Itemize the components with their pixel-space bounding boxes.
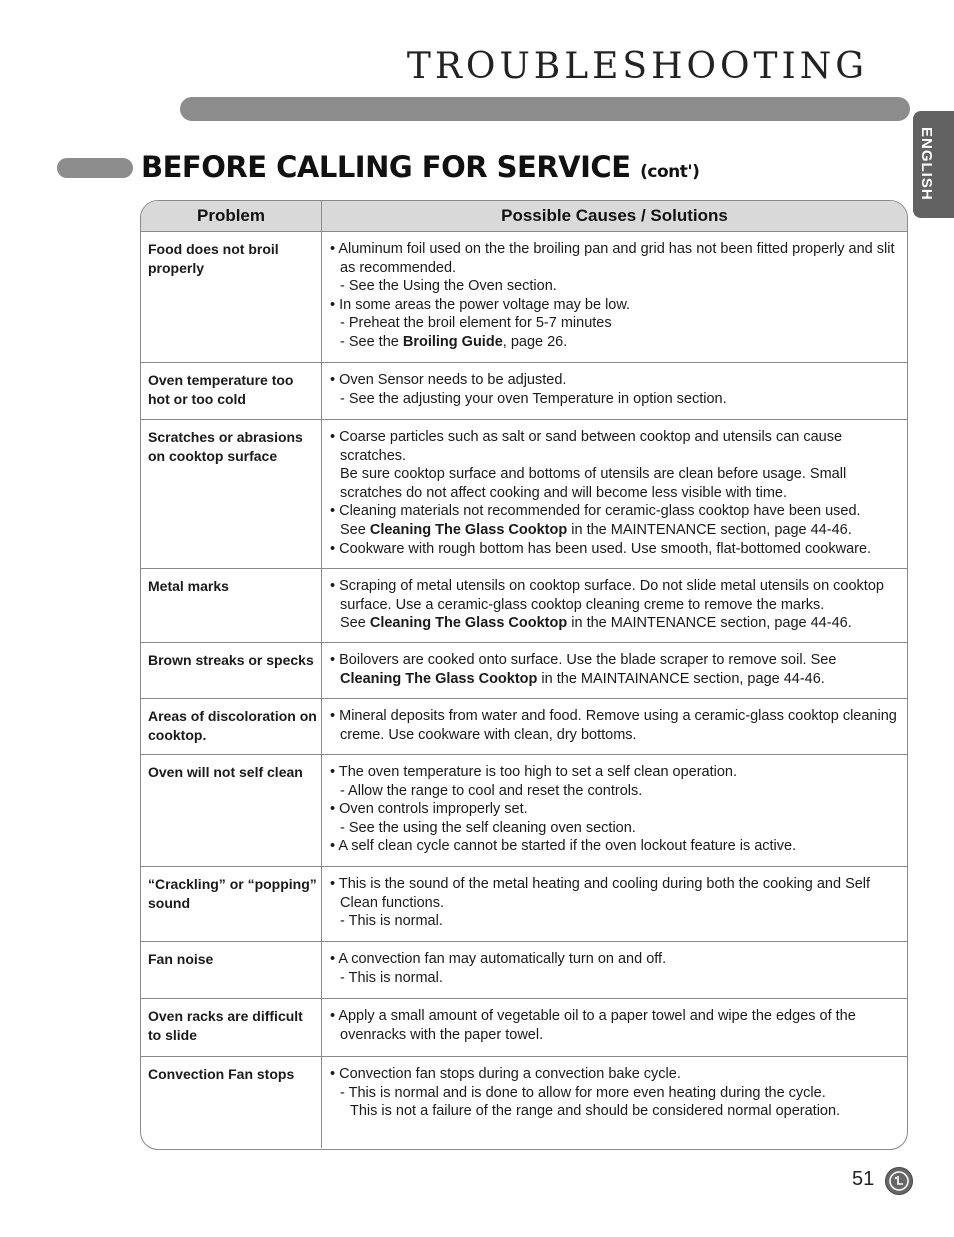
column-header-problem: Problem (141, 201, 322, 232)
problem-cell: Oven temperature too hot or too cold (141, 363, 322, 420)
language-tab (913, 111, 954, 218)
column-header-solutions: Possible Causes / Solutions (322, 201, 908, 232)
bullet-item: • Cookware with rough bottom has been used. Use smooth, flat-bottomed cookware. (330, 540, 903, 559)
solution-cell (322, 999, 908, 1057)
solution-cell (322, 363, 908, 420)
solution-line: - This is normal. (340, 969, 443, 986)
page-number: 51 (852, 1168, 875, 1190)
line-text: See (340, 615, 370, 632)
solution-line: - Allow the range to cool and reset the controls. (340, 782, 643, 799)
section-heading-text: BEFORE CALLING FOR SERVICE (141, 150, 631, 184)
bullet-item: • Boilovers are cooked onto surface. Use the blade scraper to remove soil. See (330, 651, 903, 670)
solution-cell (322, 232, 908, 363)
problem-cell: Fan noise (141, 942, 322, 999)
solution-line: Be sure cooktop surface and bottoms of utensils are clean before usage. Small scratches do not affect cooking and will become less visible with time. (340, 466, 847, 501)
bullet-item: • Oven controls improperly set. (330, 800, 903, 819)
line-text: See (340, 521, 370, 538)
solution-line: - This is normal and is done to allow for more even heating during the cycle. (340, 1084, 826, 1101)
bullet-item: • The oven temperature is too high to set a self clean operation. (330, 763, 903, 782)
solution-line: - See the adjusting your oven Temperature in option section. (340, 390, 727, 407)
table-row (141, 699, 907, 755)
solution-cell (322, 420, 908, 569)
table-row (141, 999, 907, 1057)
table-row (141, 420, 907, 569)
bullet-item: • Oven Sensor needs to be adjusted. (330, 371, 903, 390)
line-text: , page 26. (502, 333, 568, 350)
problem-cell: Scratches or abrasions on cooktop surface (141, 420, 322, 569)
solution-cell (322, 1057, 908, 1148)
solution-cell (322, 942, 908, 999)
table-row (141, 755, 907, 867)
solution-line (330, 670, 903, 689)
troubleshooting-table (140, 200, 908, 1150)
page-title: TROUBLESHOOTING (406, 46, 868, 87)
solution-cell (322, 699, 908, 755)
problem-cell: Convection Fan stops (141, 1057, 322, 1148)
title-underline-bar (180, 97, 910, 121)
table-header-row (141, 201, 907, 232)
problem-cell: Food does not broil properly (141, 232, 322, 363)
problem-cell: Brown streaks or specks (141, 643, 322, 699)
table-row (141, 643, 907, 699)
line-text: in the MAINTENANCE section, page 44-46. (567, 521, 852, 538)
section-heading (141, 150, 699, 184)
problem-cell: Metal marks (141, 569, 322, 643)
bullet-item: • Cleaning materials not recommended for ceramic-glass cooktop have been used. (330, 502, 903, 521)
bullet-item: • Aluminum foil used on the the broiling pan and grid has not been fitted properly and slit as recommended. (330, 240, 903, 277)
bullet-item: • Mineral deposits from water and food. Remove using a ceramic-glass cooktop cleaning creme. Use cookware with clean, dry bottoms. (330, 707, 903, 744)
bullet-item: • In some areas the power voltage may be low. (330, 296, 903, 315)
bullet-item: • Apply a small amount of vegetable oil to a paper towel and wipe the edges of the ovenracks with the paper towel. (330, 1007, 903, 1044)
bullet-item: • A self clean cycle cannot be started if the oven lockout feature is active. (330, 837, 903, 856)
emphasized-reference: Cleaning The Glass Cooktop (369, 615, 568, 632)
line-text: in the MAINTENANCE section, page 44-46. (567, 615, 852, 632)
line-text: - See the (340, 333, 403, 350)
bullet-item: • Coarse particles such as salt or sand between cooktop and utensils can cause scratches. (330, 428, 903, 465)
problem-cell: Areas of discoloration on cooktop. (141, 699, 322, 755)
language-tab-label: ENGLISH (918, 127, 935, 201)
table-row (141, 363, 907, 420)
solution-line: This is not a failure of the range and should be considered normal operation. (350, 1103, 841, 1120)
solution-cell (322, 569, 908, 643)
section-marker-pill (57, 158, 133, 178)
table-row (141, 867, 907, 942)
bullet-item: • This is the sound of the metal heating and cooling during both the cooking and Self Clean functions. (330, 875, 903, 912)
table-row (141, 232, 907, 363)
solution-cell (322, 643, 908, 699)
solution-line: - This is normal. (340, 913, 443, 930)
solution-line: - Preheat the broil element for 5-7 minutes (340, 315, 612, 332)
solution-line (330, 614, 903, 633)
emphasized-reference: Cleaning The Glass Cooktop (340, 670, 538, 687)
solution-line: - See the using the self cleaning oven section. (340, 819, 636, 836)
table-row (141, 569, 907, 643)
solution-line (330, 333, 903, 352)
emphasized-reference: Cleaning The Glass Cooktop (369, 521, 568, 538)
table-row (141, 942, 907, 999)
solution-cell (322, 867, 908, 942)
bullet-item: • Scraping of metal utensils on cooktop surface. Do not slide metal utensils on cooktop surface. Use a ceramic-glass cooktop cleaning creme to remove the marks. (330, 577, 903, 614)
table-row (141, 1057, 907, 1148)
bullet-item: • A convection fan may automatically turn on and off. (330, 950, 903, 969)
lg-logo-icon (885, 1167, 913, 1195)
emphasized-reference: Broiling Guide (402, 333, 503, 350)
solution-cell (322, 755, 908, 867)
line-text: in the MAINTAINANCE section, page 44-46. (537, 670, 825, 687)
section-heading-suffix: (cont') (640, 162, 700, 182)
problem-cell: “Crackling” or “popping” sound (141, 867, 322, 942)
problem-cell: Oven will not self clean (141, 755, 322, 867)
problem-cell: Oven racks are difficult to slide (141, 999, 322, 1057)
bullet-item: • Convection fan stops during a convection bake cycle. (330, 1065, 903, 1084)
solution-line: - See the Using the Oven section. (340, 278, 557, 295)
solution-line (330, 521, 903, 540)
